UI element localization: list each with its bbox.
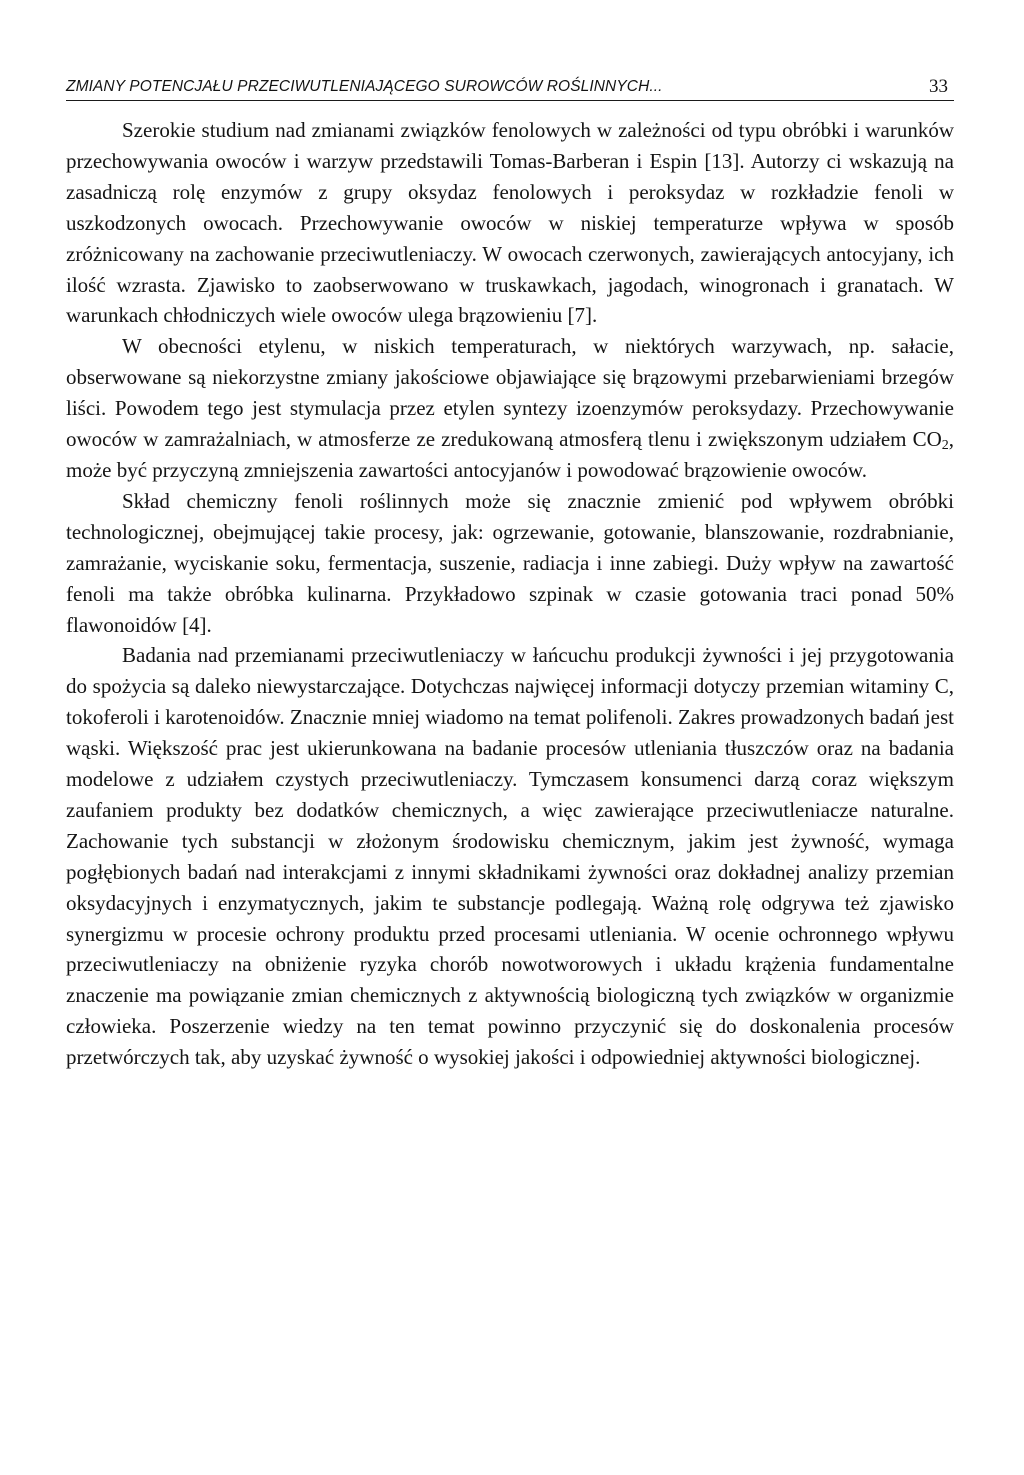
co2-subscript: 2	[941, 438, 949, 454]
paragraph-4: Badania nad przemianami przeciwutleniaczy w łańcuchu produkcji żywności i jej przygotowania do spożycia są daleko niewystarczające. Dotychczas najwięcej informacji dotyczy przemian witaminy C, tokoferoli i karotenoidów. Znacznie mniej wiadomo na temat polifenoli. Zakres prowadzonych badań jest wąski. Większość prac jest ukierunkowana na badanie procesów utleniania tłuszczów oraz na badania modelowe z udziałem czystych przeciwutleniaczy. Tymczasem konsumenci darzą coraz większym zaufaniem produkty bez dodatków chemicznych, a więc zawierające przeciwutleniacze naturalne. Zachowanie tych substancji w złożonym środowisku chemicznym, jakim jest żywność, wymaga pogłębionych badań nad interakcjami z innymi składnikami żywności oraz dokładnej analizy przemian oksydacyjnych i enzymatycznych, jakim te substancje podlegają. Ważną rolę odgrywa też zjawisko synergizmu w procesie ochrony produktu przed procesami utleniania. W ocenie ochronnego wpływu przeciwutleniaczy na obniżenie ryzyka chorób nowotworowych i układu krążenia fundamentalne znaczenie ma powiązanie zmian chemicznych z aktywnością biologiczną tych związków w organizmie człowieka. Poszerzenie wiedzy na ten temat powinno przyczynić się do doskonalenia procesów przetwórczych tak, aby uzyskać żywność o wysokiej jakości i odpowiedniej aktywności biologicznej.	[66, 643, 954, 1070]
paragraph-2-text-before: W obecności etylenu, w niskich temperaturach, w niektórych warzywach, np. sałacie, obserwowane są niekorzystne zmiany jakościowe objawiające się brązowymi przebarwieniami brzegów liści. Powodem tego jest stymulacja przez etylen syntezy izoenzymów peroksydazy. Przechowywanie owoców w zamrażalniach, w atmosferze ze zredukowaną atmosferą tlenu i zwiększonym udziałem CO	[66, 334, 954, 452]
running-title: ZMIANY POTENCJAŁU PRZECIWUTLENIAJĄCEGO SUROWCÓW ROŚLINNYCH...	[66, 78, 663, 95]
paragraph-2-text-after: , może być przyczyną zmniejszenia zawartości antocyjanów i powodować brązowienie owoców.	[66, 427, 954, 482]
running-header	[66, 70, 954, 101]
paragraph-2	[66, 331, 954, 486]
paragraph-3: Skład chemiczny fenoli roślinnych może się znacznie zmienić pod wpływem obróbki technologicznej, obejmującej takie procesy, jak: ogrzewanie, gotowanie, blanszowanie, rozdrabnianie, zamrażanie, wyciskanie soku, fermentacja, suszenie, radiacja i inne zabiegi. Duży wpływ na zawartość fenoli ma także obróbka kulinarna. Przykładowo szpinak w czasie gotowania traci ponad 50% flawonoidów [4].	[66, 488, 954, 637]
page-number: 33	[929, 76, 948, 97]
paragraph-1: Szerokie studium nad zmianami związków fenolowych w zależności od typu obróbki i warunków przechowywania owoców i warzyw przedstawili Tomas-Barberan i Espin [13]. Autorzy ci wskazują na zasadniczą rolę enzymów z grupy oksydaz fenolowych i peroksydaz w rozkładzie fenoli w uszkodzonych owocach. Przechowywanie owoców w niskiej temperaturze wpływa w sposób zróżnicowany na zachowanie przeciwutleniaczy. W owocach czerwonych, zawierających antocyjany, ich ilość wzrasta. Zjawisko to zaobserwowano w truskawkach, jagodach, winogronach i granatach. W warunkach chłodniczych wiele owoców ulega brązowieniu [7].	[66, 118, 954, 328]
body-text	[66, 115, 954, 1073]
document-page	[66, 70, 954, 1073]
